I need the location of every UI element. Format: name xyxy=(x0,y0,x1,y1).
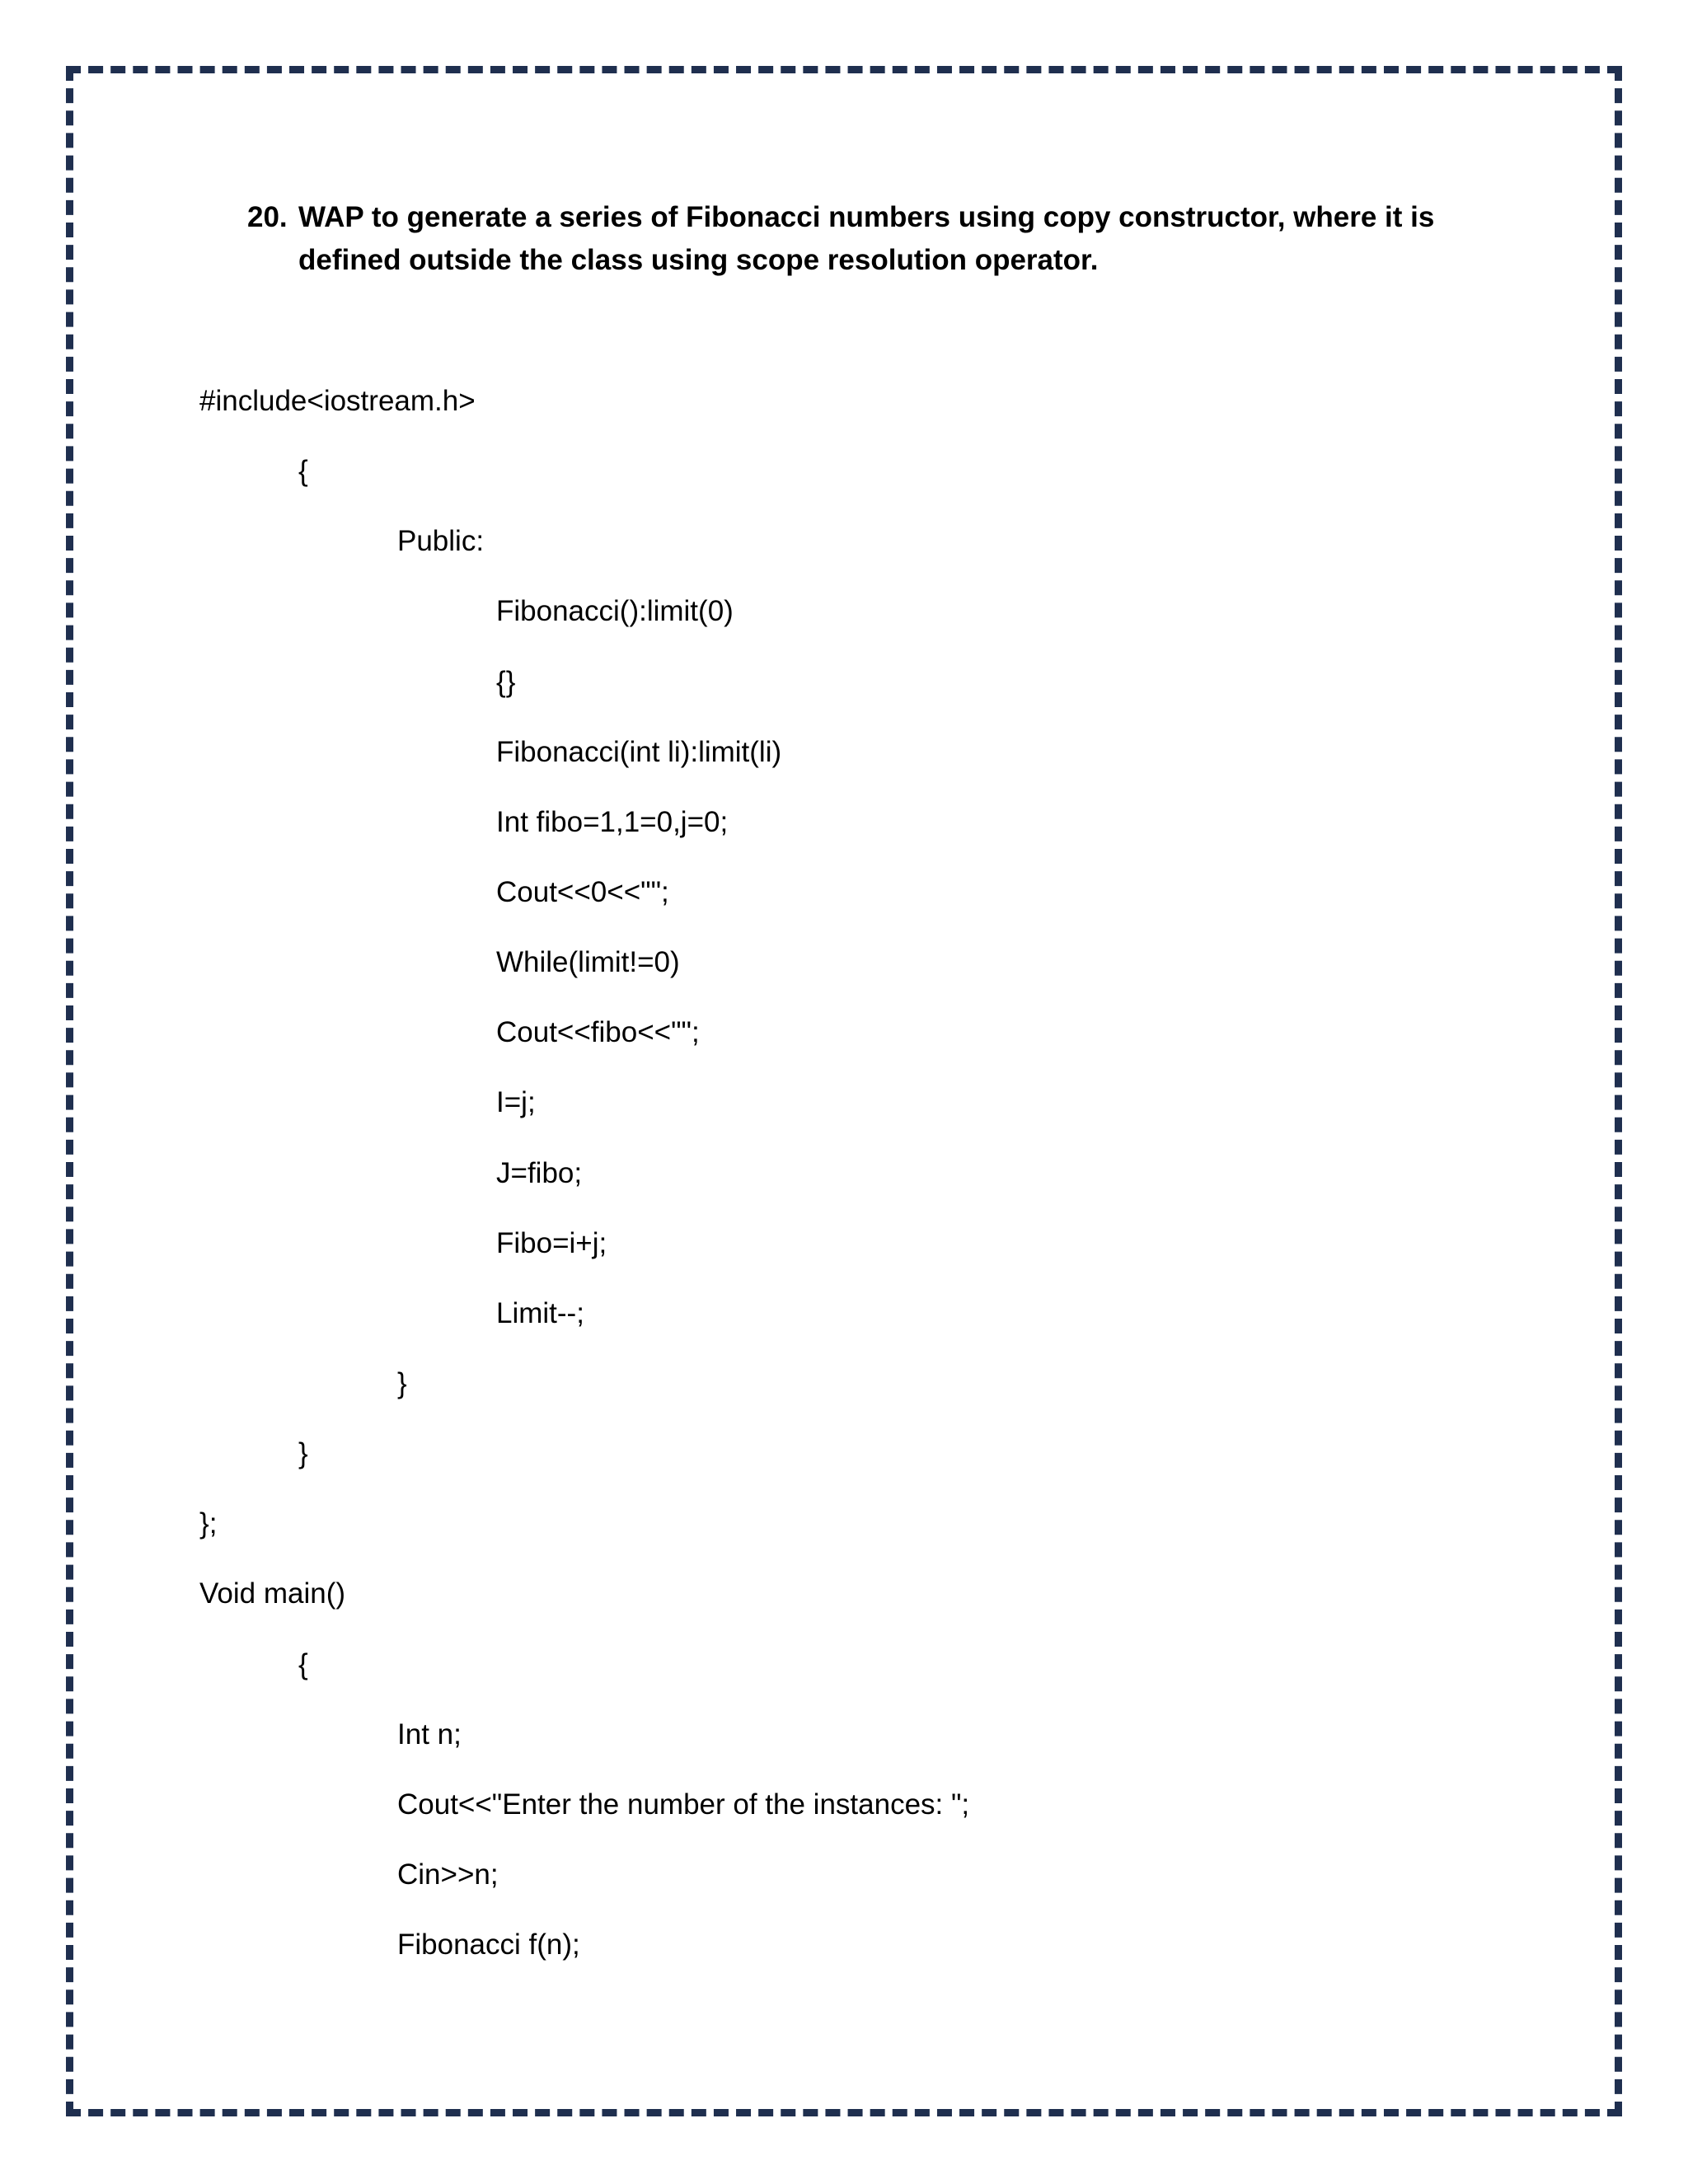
code-line: } xyxy=(397,1367,407,1399)
code-line: Fibonacci():limit(0) xyxy=(496,595,734,627)
code-line: {} xyxy=(496,666,516,698)
code-line: Fibonacci(int li):limit(li) xyxy=(496,736,782,768)
code-line: Cin>>n; xyxy=(397,1858,499,1891)
code-line: Int n; xyxy=(397,1718,462,1750)
code-line: Int fibo=1,1=0,j=0; xyxy=(496,806,729,838)
code-line: Public: xyxy=(397,525,485,557)
code-line: #include<iostream.h> xyxy=(199,385,476,417)
code-line: Fibonacci f(n); xyxy=(397,1929,580,1961)
code-line: J=fibo; xyxy=(496,1157,583,1189)
code-line: Cout<<"Enter the number of the instances: "; xyxy=(397,1788,970,1821)
question-heading xyxy=(247,196,1484,282)
question-number: 20. xyxy=(247,201,288,233)
code-line: Limit--; xyxy=(496,1297,584,1329)
code-line: Fibo=i+j; xyxy=(496,1227,607,1259)
code-line: Void main() xyxy=(199,1577,346,1610)
code-line: }; xyxy=(199,1507,218,1540)
code-line: Cout<<0<<""; xyxy=(496,876,669,908)
code-line: While(limit!=0) xyxy=(496,946,680,978)
code-line: I=j; xyxy=(496,1086,536,1118)
code-line: Cout<<fibo<<""; xyxy=(496,1016,700,1048)
code-line: { xyxy=(298,455,308,487)
code-line: } xyxy=(298,1437,308,1469)
question-text: WAP to generate a series of Fibonacci numbers using copy constructor, where it is defined outside the class using scope resolution operator. xyxy=(298,201,1435,276)
code-line: { xyxy=(298,1648,308,1680)
